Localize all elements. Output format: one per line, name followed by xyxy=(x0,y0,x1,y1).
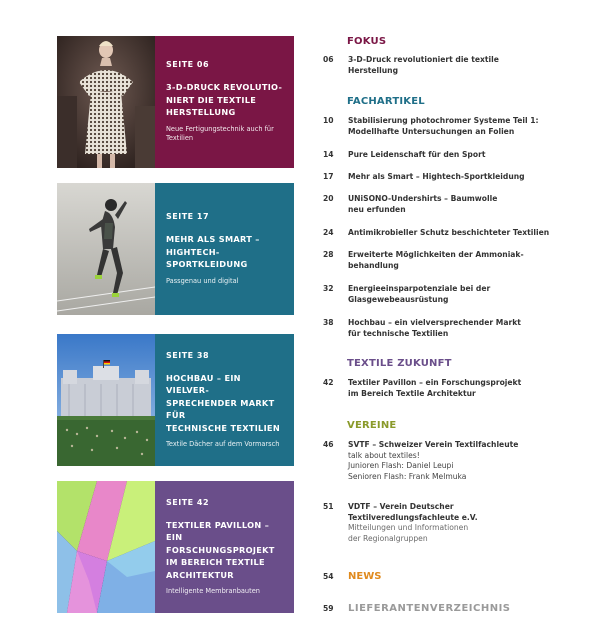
toc-title: Mehr als Smart – Hightech-Sportkleidung xyxy=(348,172,525,181)
toc-page-number: 14 xyxy=(323,150,334,159)
toc-entry[interactable] xyxy=(323,172,583,183)
toc-page-number: 28 xyxy=(323,250,334,259)
card-page-label: SEITE 42 xyxy=(166,497,210,507)
toc-page-number: 20 xyxy=(323,194,334,203)
toc-title: 3-D-Druck revolutioniert die textile Herstellung xyxy=(348,55,499,75)
toc-title: Hochbau – ein vielversprechender Markt für technische Textilien xyxy=(348,318,521,338)
section-heading-news: NEWS xyxy=(348,571,382,582)
toc-page-number: 24 xyxy=(323,228,334,237)
card-page-label: SEITE 06 xyxy=(166,60,210,70)
toc-page-number: 59 xyxy=(323,604,334,613)
toc-page-number: 54 xyxy=(323,572,334,581)
section-heading-lieferantenverzeichnis: LIEFERANTENVERZEICHNIS xyxy=(348,603,511,614)
toc-entry-news[interactable] xyxy=(323,572,583,583)
wrapped-reichstag-photo xyxy=(57,334,155,466)
toc-entry[interactable] xyxy=(323,440,583,482)
card-subtitle: Passgenau und digital xyxy=(166,276,239,285)
toc-page-number: 10 xyxy=(323,116,334,125)
toc-page-number: 06 xyxy=(323,55,334,64)
section-heading-fokus: FOKUS xyxy=(347,36,387,47)
toc-title: Stabilisierung photochromer Systeme Teil 1: Modellhafte Untersuchungen an Folien xyxy=(348,116,539,136)
toc-title: Energieeinsparpotenziale bei der Glasgewebeausrüstung xyxy=(348,284,491,304)
toc-page-number: 17 xyxy=(323,172,334,181)
toc-page-number: 46 xyxy=(323,440,334,449)
card-title: TEXTILER PAVILLON – EIN FORSCHUNGSPROJEKT IM BEREICH TEXTILE ARCHITEKTUR xyxy=(166,519,275,580)
teaser-card-sportkleidung[interactable] xyxy=(57,183,294,315)
fashion-dress-photo xyxy=(57,36,155,168)
sprinter-photo xyxy=(57,183,155,315)
toc-entry[interactable] xyxy=(323,194,583,215)
toc-entry-lieferanten[interactable] xyxy=(323,604,583,615)
card-title: 3-D-DRUCK REVOLUTIO- NIERT DIE TEXTILE HERSTELLUNG xyxy=(166,82,283,118)
toc-title: Antimikrobieller Schutz beschichteter Textilien xyxy=(348,228,550,237)
toc-page-number: 32 xyxy=(323,284,334,293)
toc-entry[interactable] xyxy=(323,502,583,544)
card-subtitle: Neue Fertigungstechnik auch für Textilien xyxy=(166,124,274,143)
toc-title: Pure Leidenschaft für den Sport xyxy=(348,150,486,159)
toc-title: Erweiterte Möglichkeiten der Ammoniak- behandlung xyxy=(348,250,524,270)
teaser-card-hochbau[interactable] xyxy=(57,334,294,466)
toc-title: VDTF – Verein Deutscher Textilveredlungsfachleute e.V. Mitteilungen und Informationen der Regionalgruppen xyxy=(348,502,478,543)
teaser-card-3d-druck[interactable] xyxy=(57,36,294,168)
toc-entry[interactable] xyxy=(323,150,583,161)
toc-entry[interactable] xyxy=(323,55,583,76)
toc-title: SVTF – Schweizer Verein Textilfachleute talk about textiles! Junioren Flash: Daniel Leupi Senioren Flash: Frank Melmuka xyxy=(348,440,519,481)
toc-entry[interactable] xyxy=(323,116,583,137)
card-subtitle: Textile Dächer auf dem Vormarsch xyxy=(166,440,280,448)
section-heading-textile-zukunft: TEXTILE ZUKUNFT xyxy=(347,358,452,369)
toc-title: Textiler Pavillon – ein Forschungsprojekt im Bereich Textile Architektur xyxy=(348,378,522,398)
toc-page-number: 51 xyxy=(323,502,334,511)
section-heading-vereine: VEREINE xyxy=(347,420,397,431)
toc-entry[interactable] xyxy=(323,284,583,305)
toc-page-number: 38 xyxy=(323,318,334,327)
textile-pavilion-photo xyxy=(57,481,155,613)
teaser-card-pavillon[interactable] xyxy=(57,481,294,613)
card-subtitle: Intelligente Membranbauten xyxy=(166,587,260,595)
toc-entry[interactable] xyxy=(323,228,583,239)
section-heading-fachartikel: FACHARTIKEL xyxy=(347,96,425,107)
card-page-label: SEITE 38 xyxy=(166,350,210,360)
toc-entry[interactable] xyxy=(323,250,583,271)
toc-page-number: 42 xyxy=(323,378,334,387)
card-page-label: SEITE 17 xyxy=(166,212,210,221)
card-title: MEHR ALS SMART – HIGHTECH-SPORTKLEIDUNG xyxy=(166,234,260,269)
toc-title: UNiSONO-Undershirts – Baumwolle neu erfunden xyxy=(348,194,498,214)
toc-entry[interactable] xyxy=(323,378,583,399)
card-title: HOCHBAU – EIN VIELVER- SPRECHENDER MARKT FÜR TECHNISCHE TEXTILIEN xyxy=(166,372,280,433)
toc-entry[interactable] xyxy=(323,318,583,339)
